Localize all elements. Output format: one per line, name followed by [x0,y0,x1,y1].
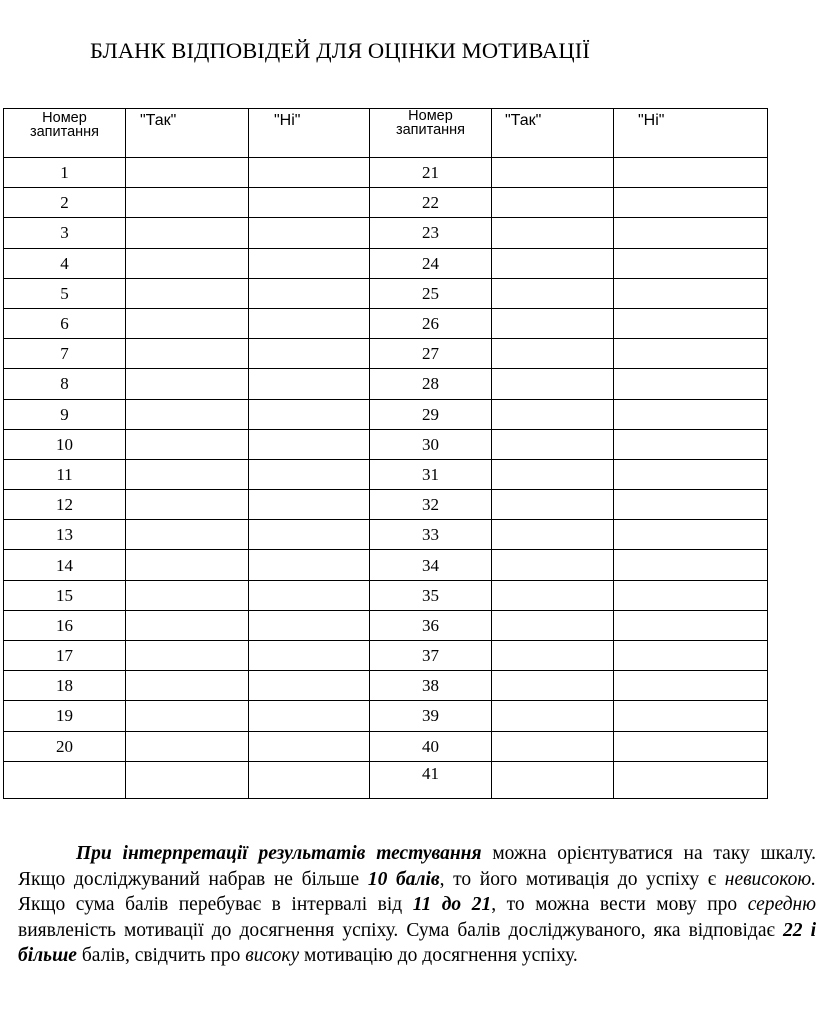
question-number-right: 24 [370,248,492,278]
question-number-left: 7 [4,339,126,369]
answer-yes-cell[interactable] [126,731,249,761]
table-row [4,731,768,761]
header-yes-label: "Так" [140,112,177,129]
question-number-left: 14 [4,550,126,580]
answer-yes-cell[interactable] [492,339,614,369]
question-number-right: 39 [370,701,492,731]
table-header-row [4,109,768,158]
answer-no-cell[interactable] [249,580,370,610]
answer-no-cell[interactable] [614,490,768,520]
question-number-left: 2 [4,188,126,218]
header-no-right [614,109,768,158]
answer-yes-cell[interactable] [126,580,249,610]
question-number-right: 34 [370,550,492,580]
answer-yes-cell[interactable] [492,369,614,399]
interpretation-text-part: мотивацію до досягнення успіху. [299,945,578,966]
answer-yes-cell[interactable] [126,490,249,520]
answer-yes-cell[interactable] [492,520,614,550]
header-yes-left [126,109,249,158]
question-number-left: 6 [4,308,126,338]
answer-yes-cell[interactable] [492,308,614,338]
answer-no-cell[interactable] [614,761,768,798]
interpretation-text-part: , то його мотивація до успіху є [439,868,725,890]
answer-yes-cell[interactable] [492,429,614,459]
header-number-line2: запитання [395,122,466,138]
interpretation-threshold-mid: 11 до 21 [412,894,492,915]
answer-yes-cell[interactable] [126,761,249,798]
header-yes-label: "Так" [505,112,542,129]
answer-no-cell[interactable] [249,158,370,188]
answer-yes-cell[interactable] [126,701,249,731]
answer-no-cell[interactable] [614,278,768,308]
answer-yes-cell[interactable] [126,188,249,218]
answer-no-cell[interactable] [249,731,370,761]
answer-yes-cell[interactable] [492,761,614,798]
answer-yes-cell[interactable] [126,158,249,188]
answer-no-cell[interactable] [614,399,768,429]
answer-yes-cell[interactable] [492,158,614,188]
question-number-right: 35 [370,580,492,610]
answer-no-cell[interactable] [249,399,370,429]
answer-no-cell[interactable] [614,188,768,218]
answer-yes-cell[interactable] [126,429,249,459]
table-row [4,339,768,369]
question-number-left: 12 [4,490,126,520]
table-row [4,278,768,308]
question-number-left: 13 [4,520,126,550]
interpretation-text-part: , то можна вести мову про [491,894,748,915]
question-number-right: 25 [370,278,492,308]
question-number-left: 5 [4,278,126,308]
answer-yes-cell[interactable] [126,399,249,429]
question-number-right: 21 [370,158,492,188]
answer-no-cell[interactable] [249,671,370,701]
answer-no-cell[interactable] [249,369,370,399]
answer-no-cell[interactable] [614,671,768,701]
question-number-right: 32 [370,490,492,520]
question-number-left: 18 [4,671,126,701]
header-number-right [370,109,492,158]
header-no-label: "Ні" [638,112,665,129]
answer-yes-cell[interactable] [492,490,614,520]
answer-yes-cell[interactable] [492,459,614,489]
question-number-right: 38 [370,671,492,701]
page-title: БЛАНК ВІДПОВІДЕЙ ДЛЯ ОЦІНКИ МОТИВАЦІЇ [90,38,590,63]
question-number-right: 29 [370,399,492,429]
answer-no-cell[interactable] [614,369,768,399]
answer-no-cell[interactable] [249,278,370,308]
answer-no-cell[interactable] [614,550,768,580]
question-number-right: 40 [370,731,492,761]
answer-no-cell[interactable] [249,610,370,640]
answer-table [3,108,768,799]
interpretation-text-part: можна орієнтуватися на таку шкалу. Якщо досліджуваний набрав не більше [18,843,816,890]
answer-no-cell[interactable] [249,188,370,218]
table-row [4,490,768,520]
answer-yes-cell[interactable] [492,218,614,248]
question-number-left [4,761,126,798]
answer-yes-cell[interactable] [126,671,249,701]
answer-no-cell[interactable] [614,580,768,610]
table-row [4,248,768,278]
interpretation-text-part: балів, свідчить про [76,945,246,966]
table-row [4,429,768,459]
table-row [4,580,768,610]
table-row [4,399,768,429]
answer-no-cell[interactable] [249,761,370,798]
answer-no-cell[interactable] [249,550,370,580]
answer-yes-cell[interactable] [126,308,249,338]
header-number-line2: запитання [29,124,100,140]
header-no-label: "Ні" [274,112,301,129]
answer-yes-cell[interactable] [126,369,249,399]
answer-no-cell[interactable] [249,701,370,731]
answer-no-cell[interactable] [614,158,768,188]
question-number-left: 8 [4,369,126,399]
table-row [4,308,768,338]
question-number-left: 16 [4,610,126,640]
interpretation-level-high: високу [245,945,300,966]
answer-no-cell[interactable] [249,520,370,550]
header-number-line1: Номер [42,110,87,126]
interpretation-text-part: виявленість мотивації до досягнення успіху. Сума балів досліджуваного, яка відповідає [18,919,783,941]
table-row [4,218,768,248]
answer-no-cell[interactable] [614,610,768,640]
answer-no-cell[interactable] [249,641,370,671]
answer-yes-cell[interactable] [126,459,249,489]
answer-yes-cell[interactable] [492,731,614,761]
header-no-left [249,109,370,158]
question-number-right: 33 [370,520,492,550]
answer-yes-cell[interactable] [126,248,249,278]
interpretation-text-part: Якщо сума балів перебуває в інтервалі від [18,894,413,915]
answer-no-cell[interactable] [614,520,768,550]
table-row [4,761,768,798]
answer-yes-cell[interactable] [126,339,249,369]
question-number-left: 9 [4,399,126,429]
answer-yes-cell[interactable] [126,520,249,550]
answer-yes-cell[interactable] [126,641,249,671]
question-number-right: 26 [370,308,492,338]
answer-yes-cell[interactable] [492,641,614,671]
answer-no-cell[interactable] [614,641,768,671]
question-number-right: 27 [370,339,492,369]
answer-yes-cell[interactable] [492,278,614,308]
table-row [4,369,768,399]
table-row [4,550,768,580]
table-row [4,610,768,640]
header-number-left [4,109,126,158]
answer-no-cell[interactable] [614,339,768,369]
answer-no-cell[interactable] [249,490,370,520]
interpretation-lead: При інтерпретації результатів тестування [76,843,482,864]
answer-no-cell[interactable] [249,429,370,459]
answer-no-cell[interactable] [614,701,768,731]
interpretation-threshold-high: 22 і більше [18,919,816,966]
question-number-left: 3 [4,218,126,248]
answer-yes-cell[interactable] [492,671,614,701]
table-row [4,671,768,701]
question-number-left: 15 [4,580,126,610]
answer-no-cell[interactable] [249,459,370,489]
answer-no-cell[interactable] [614,248,768,278]
question-number-right: 23 [370,218,492,248]
table-row [4,158,768,188]
answer-no-cell[interactable] [249,248,370,278]
answer-no-cell[interactable] [614,429,768,459]
answer-yes-cell[interactable] [492,550,614,580]
answer-yes-cell[interactable] [492,399,614,429]
answer-no-cell[interactable] [614,731,768,761]
question-number-right: 22 [370,188,492,218]
answer-no-cell[interactable] [614,308,768,338]
question-number-right: 31 [370,459,492,489]
answer-yes-cell[interactable] [126,278,249,308]
question-number-left: 11 [4,459,126,489]
interpretation-threshold-low: 10 балів [367,868,440,890]
answer-yes-cell[interactable] [126,550,249,580]
question-number-right: 30 [370,429,492,459]
question-number-left: 10 [4,429,126,459]
question-number-left: 17 [4,641,126,671]
question-number-right: 36 [370,610,492,640]
answer-no-cell[interactable] [249,218,370,248]
interpretation-level-low: невисокою. [724,868,816,890]
table-row [4,701,768,731]
answer-no-cell[interactable] [249,339,370,369]
question-number-right: 37 [370,641,492,671]
header-number-line1: Номер [408,108,453,124]
answer-yes-cell[interactable] [492,610,614,640]
interpretation-text [18,841,816,969]
table-row [4,459,768,489]
answer-yes-cell[interactable] [492,188,614,218]
answer-yes-cell[interactable] [492,580,614,610]
question-number-right: 28 [370,369,492,399]
table-row [4,520,768,550]
answer-yes-cell[interactable] [492,701,614,731]
question-number-right: 41 [370,761,492,798]
question-number-left: 20 [4,731,126,761]
answer-yes-cell[interactable] [126,610,249,640]
question-number-left: 4 [4,248,126,278]
question-number-left: 1 [4,158,126,188]
answer-yes-cell[interactable] [126,218,249,248]
answer-no-cell[interactable] [614,459,768,489]
interpretation-level-mid: середню [747,894,816,915]
table-row [4,188,768,218]
question-number-left: 19 [4,701,126,731]
table-row [4,641,768,671]
answer-yes-cell[interactable] [492,248,614,278]
answer-no-cell[interactable] [614,218,768,248]
answer-no-cell[interactable] [249,308,370,338]
header-yes-right [492,109,614,158]
